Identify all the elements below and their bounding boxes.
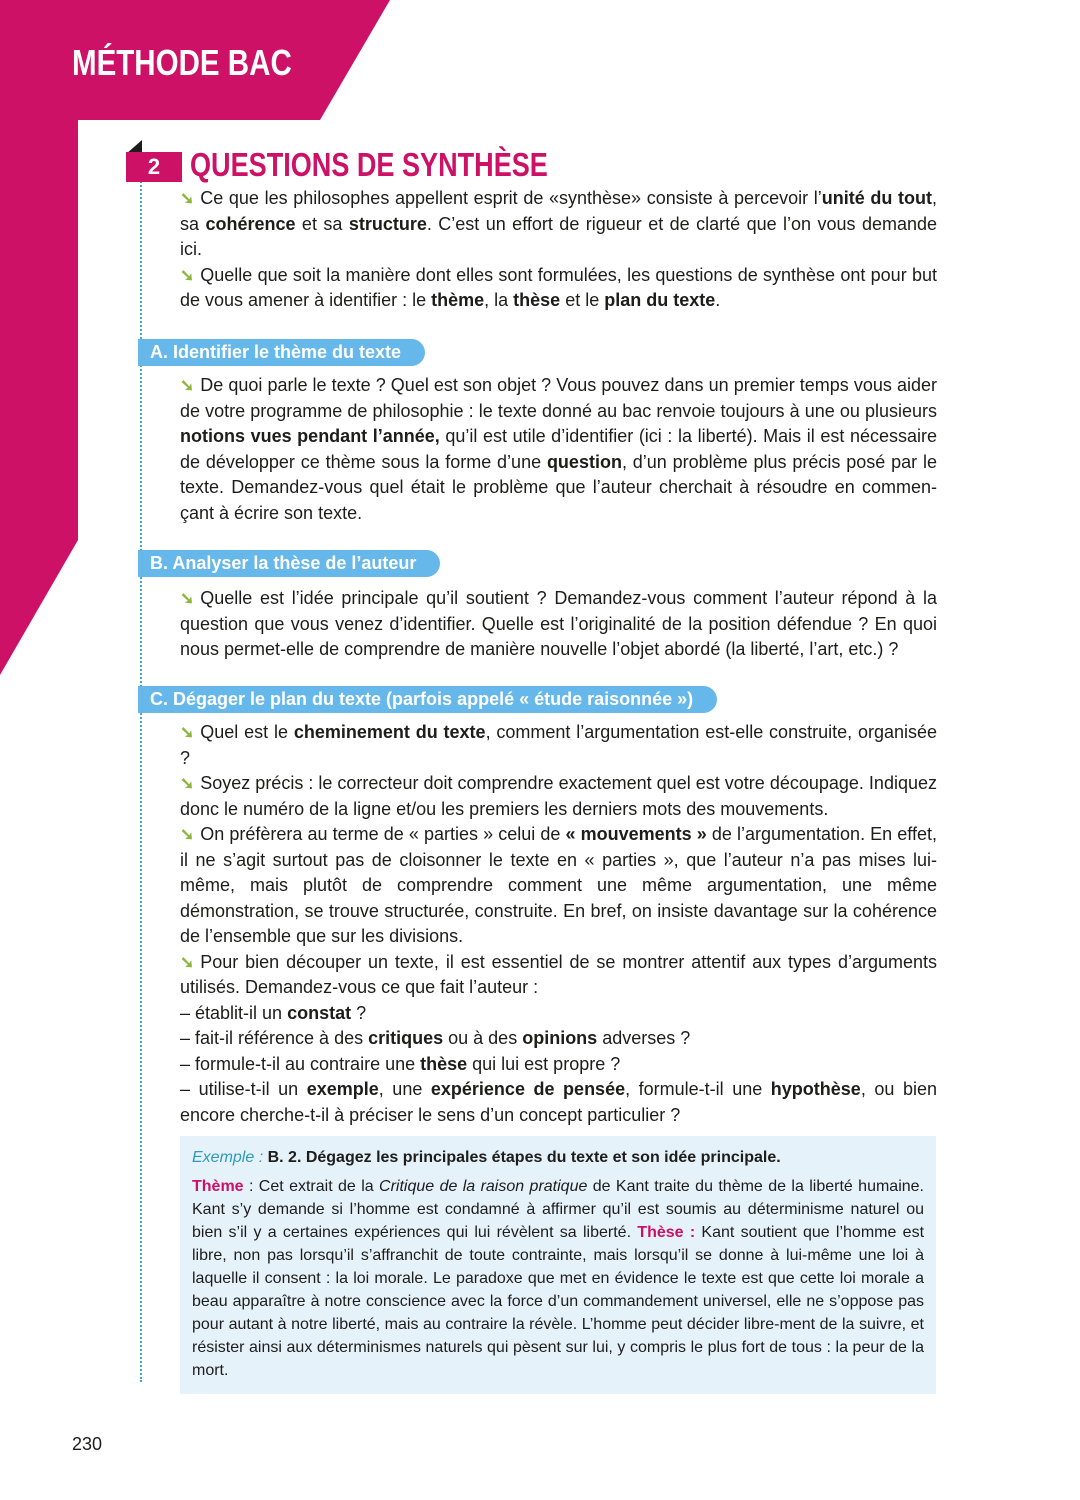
section-b-paragraph: ➘ Quelle est l’idée principale qu’il soutient ? Demandez-vous comment l’auteur répond à la question que vous venez d’identifier. Quelle est l’originalité de la position défendue ? En quoi nous permet-elle de comprendre de manière nouvelle l’objet abordé (la liberté, l’art, etc.) ? <box>180 588 937 659</box>
green-arrow-icon: ➘ <box>180 952 195 972</box>
intro-paragraph-2: ➘ Quelle que soit la manière dont elles sont formulées, les questions de synthèse ont pour but de vous amener à identifier : le thème, la thèse et le plan du texte. <box>180 264 937 310</box>
section-a-paragraph: ➘ De quoi parle le texte ? Quel est son objet ? Vous pouvez dans un premier temps vous aider de votre programme de philosophie : le texte donné au bac renvoie toujours à une ou plusieurs notions vues pendant l’année, qu’il est utile d’identifier (ici : la liberté). Mais il est nécessaire de développer ce thème sous la forme d’une question, d’un problème plus précis posé par le texte. Demandez-vous quel était le problème que l’auteur cherchait à résoudre en commen-çant à écrire son texte. <box>180 375 937 523</box>
method-bac-title: MÉTHODE BAC <box>72 42 292 83</box>
green-arrow-icon: ➘ <box>180 376 195 395</box>
page-number: 230 <box>72 1434 103 1454</box>
example-label: Exemple : <box>192 1149 264 1166</box>
these-label: Thèse : <box>637 1224 696 1241</box>
green-arrow-icon: ➘ <box>180 265 195 285</box>
green-arrow-icon: ➘ <box>180 589 195 608</box>
section-c-paragraph-1: ➘ Quel est le cheminement du texte, comment l’argumentation est-elle construite, organisée ? <box>180 722 937 768</box>
list-item: – fait-il référence à des critiques ou à des opinions adverses ? <box>180 1028 691 1048</box>
section-title: QUESTIONS DE SYNTHÈSE <box>190 146 548 183</box>
section-c-block <box>180 720 937 1128</box>
section-number: 2 <box>126 152 182 182</box>
subheading-b: B. Analyser la thèse de l’auteur <box>138 550 440 577</box>
section-c-paragraph-2: ➘ Soyez précis : le correcteur doit comprendre exactement quel est votre découpage. Indiquez donc le numéro de la ligne et/ou les premiers les derniers mots des mouvements. <box>180 773 937 819</box>
section-c-paragraph-3: ➘ On préfèrera au terme de « parties » celui de « mouvements » de l’argumentation. En effet, il ne s’agit surtout pas de cloisonner le texte en « parties », que l’auteur n’a pas mises lui-même, mais plutôt de comprendre comment une même argumentation, une même démonstration, se trouve structurée, construite. En bref, on insiste davantage sur la cohérence de l’ensemble que sur les divisions. <box>180 824 937 946</box>
example-box <box>180 1136 936 1394</box>
green-arrow-icon: ➘ <box>180 189 195 208</box>
section-b-block <box>180 586 937 663</box>
book-title: Critique de la raison pratique <box>379 1178 588 1195</box>
subheading-a: A. Identifier le thème du texte <box>138 339 425 366</box>
section-a-block <box>180 373 937 526</box>
example-question: Exemple : B. 2. Dégagez les principales étapes du texte et son idée principale. <box>192 1149 781 1166</box>
example-answer: Thème : Cet extrait de la Critique de la raison pratique de Kant traite du thème de la liberté humaine. Kant s’y demande si l’homme est condamné à affirmer qu’il est soumis au déterminisme naturel ou bien s’il y a certaines expériences qui lui révèlent sa liberté. Thèse : Kant soutient que l’homme est libre, non pas lorsqu’il s’affranchit de toute contrainte, mais lorsqu’il se donne à lui-même une loi à laquelle il consent : la loi morale. Le paradoxe que met en évidence le texte est que cette loi morale a beau apparaître à notre conscience avec la force d’un commandement universel, elle ne s’oppose pas pour autant à notre liberté, mais au contraire la révèle. L’homme peut décider libre-ment de la suivre, et résister ainsi aux déterminismes naturels qui pèsent sur lui, y compris le plus fort de tous : la peur de la mort. <box>192 1178 925 1379</box>
theme-label: Thème <box>192 1178 244 1195</box>
green-arrow-icon: ➘ <box>180 723 195 742</box>
green-arrow-icon: ➘ <box>180 825 195 844</box>
subheading-c: C. Dégager le plan du texte (parfois appelé « étude raisonnée ») <box>138 686 717 713</box>
list-item: – établit-il un constat ? <box>180 1002 367 1023</box>
section-c-paragraph-4: ➘ Pour bien découper un texte, il est essentiel de se montrer attentif aux types d’arguments utilisés. Demandez-vous ce que fait l’auteur : <box>180 951 937 997</box>
intro-block <box>180 186 937 314</box>
list-item: – utilise-t-il un exemple, une expérience de pensée, formule-t-il une hypothèse, ou bien encore cherche-t-il à préciser le sens d’un concept particulier ? <box>180 1079 937 1125</box>
list-item: – formule-t-il au contraire une thèse qui lui est propre ? <box>180 1053 621 1074</box>
green-arrow-icon: ➘ <box>180 774 195 793</box>
intro-paragraph-1: ➘ Ce que les philosophes appellent esprit de «synthèse» consiste à percevoir l’unité du tout, sa cohérence et sa structure. C’est un effort de rigueur et de clarté que l’on vous demande ici. <box>180 188 938 259</box>
